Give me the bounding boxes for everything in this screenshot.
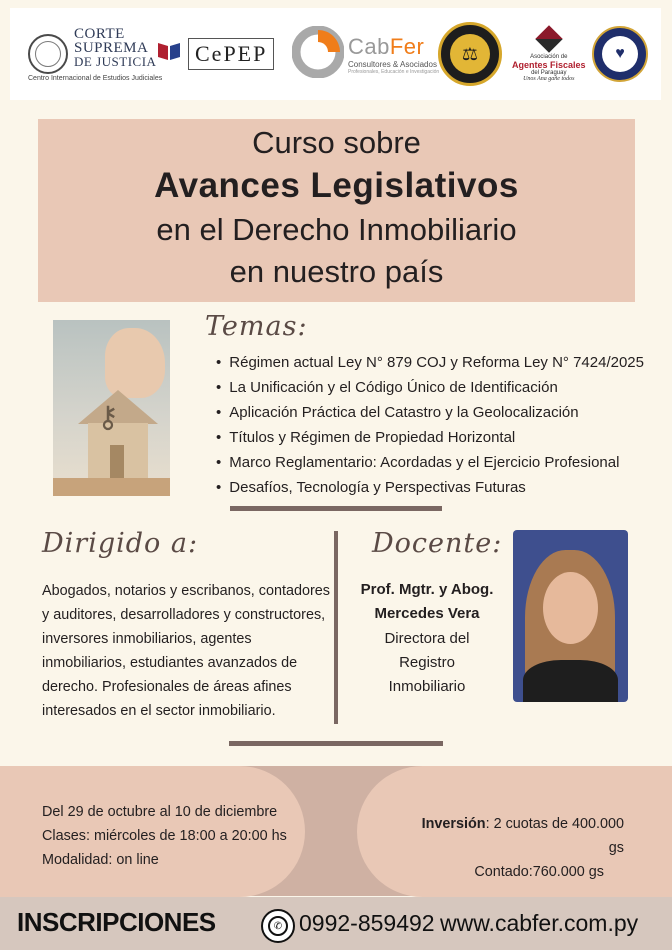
divider [230,506,442,511]
agentes-emblem-icon [535,25,563,53]
schedule-mode: Modalidad: on line [42,852,159,868]
schedule-classes: Clases: miércoles de 18:00 a 20:00 hs [42,828,287,844]
agentes-fiscales-logo [512,8,586,100]
cepep-wordmark: CePEP [188,38,274,70]
cabfer-name-b: Fer [389,33,425,59]
list-item: • Régimen actual Ley N° 879 COJ y Reforma Ley N° 7424/2025 [216,350,644,375]
cabfer-name-a: Cab [348,33,390,59]
title-line4: en nuestro país [229,254,444,289]
divider [229,741,443,746]
dirigido-body [42,579,332,723]
docente-photo [513,530,628,702]
schedule-dates: Del 29 de octubre al 10 de diciembre [42,804,278,820]
agentes-line1: Asociación de [530,54,568,60]
vertical-divider [334,531,338,724]
cabfer-subtitle: Consultores & Asociados [348,59,437,69]
dirigido-heading: Dirigido a: [42,528,199,559]
course-title-block [38,119,635,302]
dirigido-line: interesados en el sector inmobiliario. [42,703,276,719]
magistrados-logo [438,8,502,100]
dirigido-line: y auditores, desarrolladores y constructores, [42,607,326,623]
agentes-line4: Unos Ana gañe todos [523,76,575,82]
list-item: • Marco Reglamentario: Acordadas y el Ejercicio Profesional [216,450,644,475]
keys-icon: ⚷ [97,401,119,434]
docente-role-line3: Inmobiliario [388,678,466,695]
csj-line1: CORTE [74,25,125,42]
cabfer-emblem-icon [292,26,344,83]
docente-name-line1: Prof. Mgtr. y Abog. [360,581,494,598]
docente-heading: Docente: [372,528,503,559]
magistrados-seal-icon: ⚖ [438,22,502,86]
dirigido-line: inversores inmobiliarios, agentes [42,631,252,647]
title-line2: Avances Legislativos [154,166,519,205]
title-line1: Curso sobre [252,125,421,160]
whatsapp-icon[interactable]: ✆ [261,909,295,943]
logo-strip [10,8,661,100]
list-item: • Aplicación Práctica del Catastro y la Geolocalización [216,400,644,425]
list-item: • Desafíos, Tecnología y Perspectivas Futuras [216,475,644,500]
cabfer-logo [292,8,439,100]
csj-subtitle: Centro Internacional de Estudios Judiciales [28,74,163,82]
csj-line3: DE JUSTICIA [74,53,157,69]
paraguay-seal-icon [28,34,68,74]
agentes-line2: Agentes Fiscales [512,60,586,70]
price-cash: Contado:760.000 gs [474,864,604,880]
cabfer-wordmark [348,34,439,60]
book-icon [156,38,182,70]
docente-role-line1: Directora del [384,630,470,647]
temas-list [216,350,644,500]
association-round-logo [592,8,648,100]
temas-heading: Temas: [205,311,308,342]
phone-number[interactable]: 0992-859492 [299,910,435,936]
csj-line2: SUPREMA [74,39,149,56]
price-installments: : 2 cuotas de 400.000 gs [485,816,624,856]
docente-name-line2: Mercedes Vera [374,605,480,622]
csj-logo [28,8,162,100]
schedule-text [42,800,287,872]
docente-role-line2: Registro [399,654,455,671]
list-item: • La Unificación y el Código Único de Identificación [216,375,644,400]
docente-name [352,578,502,626]
price-label: Inversión [421,816,486,832]
price-text [404,812,624,884]
inscripciones-label: INSCRIPCIONES [17,907,216,937]
dirigido-line: inmobiliarios, estudiantes avanzados de [42,655,298,671]
house-keys-photo [53,320,170,496]
dirigido-line: Abogados, notarios y escribanos, contadores [42,583,330,599]
cepep-logo [156,8,274,100]
agentes-line3: del Paraguay [531,70,567,76]
title-line3: en el Derecho Inmobiliario [156,212,517,247]
list-item: • Títulos y Régimen de Propiedad Horizontal [216,425,644,450]
association-seal-icon: ♥ [592,26,648,82]
dirigido-line: derecho. Profesionales de áreas afines [42,679,292,695]
cabfer-tagline: Profesionales, Educación e Investigación [348,68,440,75]
docente-role [352,627,502,699]
website-link[interactable]: www.cabfer.com.py [440,910,639,936]
